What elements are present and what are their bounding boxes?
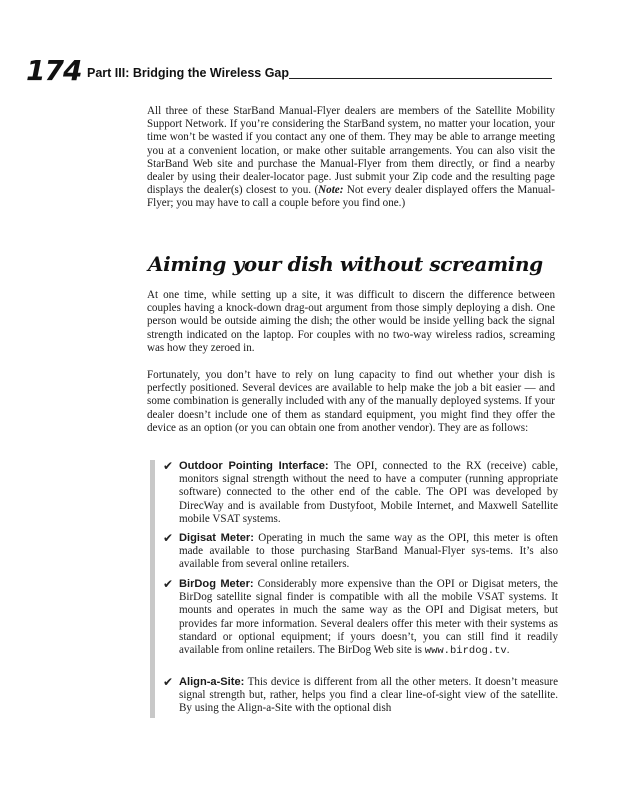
page-header bbox=[26, 54, 552, 88]
body-paragraph-2: Fortunately, you don’t have to rely on lung capacity to find out whether your dish is perfectly positioned. Several devices are available to help make the job a bit easier — and some combination is generally included with any of the manually deployed systems. If your dealer doesn’t include one of them as standard equipment, you might find they offer the device as an option (or you can obtain one from another vendor). They are as follows: bbox=[147, 369, 555, 434]
list-item-term: Align-a-Site: bbox=[179, 676, 245, 688]
list-item-term: BirDog Meter: bbox=[179, 578, 254, 590]
part-title: Part III: Bridging the Wireless Gap bbox=[87, 66, 290, 80]
intro-paragraph: All three of these StarBand Manual-Flyer dealers are members of the Satellite Mobility Support Network. If you’re considering the StarBand system, no matter your location, your time won’t be wasted if you contact any one of them. They may be able to arrange meeting you at a convenient location, or make other suitable arrangements. You can also visit the StarBand Web site and purchase the Manual-Flyer from them directly, or find a nearby dealer by using their dealer-locator page. Just submit your Zip code and the resulting page displays the dealer(s) closest to you. (Note: Not every dealer displayed offers the Manual-Flyer; you may have to call a couple before you find one.) bbox=[147, 105, 555, 210]
section-heading: Aiming your dish without screaming bbox=[148, 252, 543, 276]
list-item-term: Digisat Meter: bbox=[179, 532, 254, 544]
device-list bbox=[150, 460, 563, 718]
list-item: ✔ Outdoor Pointing Interface: The OPI, connected to the RX (receive) cable, monitors signal strength without the need to have a computer (running appropriate software) connected to the other end of the cable. The OPI was developed by DirecWay and is available from Dustyfoot, Mobile Internet, and Maxwell Satellite mobile VSAT systems. bbox=[163, 459, 559, 525]
list-item: ✔ Digisat Meter: Operating in much the same way as the OPI, this meter is often made available to those purchasing StarBand Manual-Flyer sys-tems. It’s also available from several online retailers. bbox=[163, 531, 558, 571]
page-number: 174 bbox=[26, 54, 82, 87]
checkmark-icon: ✔ bbox=[163, 577, 174, 591]
checkmark-icon: ✔ bbox=[163, 675, 174, 689]
header-rule bbox=[289, 78, 552, 79]
list-item: ✔ BirDog Meter: Considerably more expensive than the OPI or Digisat meters, the BirDog satellite signal finder is compatible with all the mobile VSAT systems. It mounts and operates in much the same way as the OPI and Digisat meters, but provides far more information. Several dealers offer this meter with their systems as standard or optional equipment; if yours doesn’t, you can still find it readily available from online retailers. The BirDog Web site is www.birdog.tv. bbox=[163, 577, 558, 658]
checkmark-icon: ✔ bbox=[163, 459, 174, 473]
list-item: ✔ Align-a-Site: This device is different from all the other meters. It doesn’t measure signal strength but, rather, helps you find a clear line-of-sight view of the satellite. By using the Align-a-Site with the optional dish bbox=[163, 675, 558, 715]
checkmark-icon: ✔ bbox=[163, 531, 174, 545]
note-label: Note: bbox=[318, 184, 344, 197]
body-paragraph-1: At one time, while setting up a site, it was difficult to discern the difference between couples having a knock-down drag-out argument from those simply deploying a dish. One person would be outside aiming the dish; the other would be inside yelling back the signal strength indicated on the laptop. For couples with no two-way wireless radios, screaming was how they zeroed in. bbox=[147, 289, 555, 354]
list-item-term: Outdoor Pointing Interface: bbox=[179, 460, 329, 472]
birdog-url: www.birdog.tv bbox=[424, 645, 507, 658]
